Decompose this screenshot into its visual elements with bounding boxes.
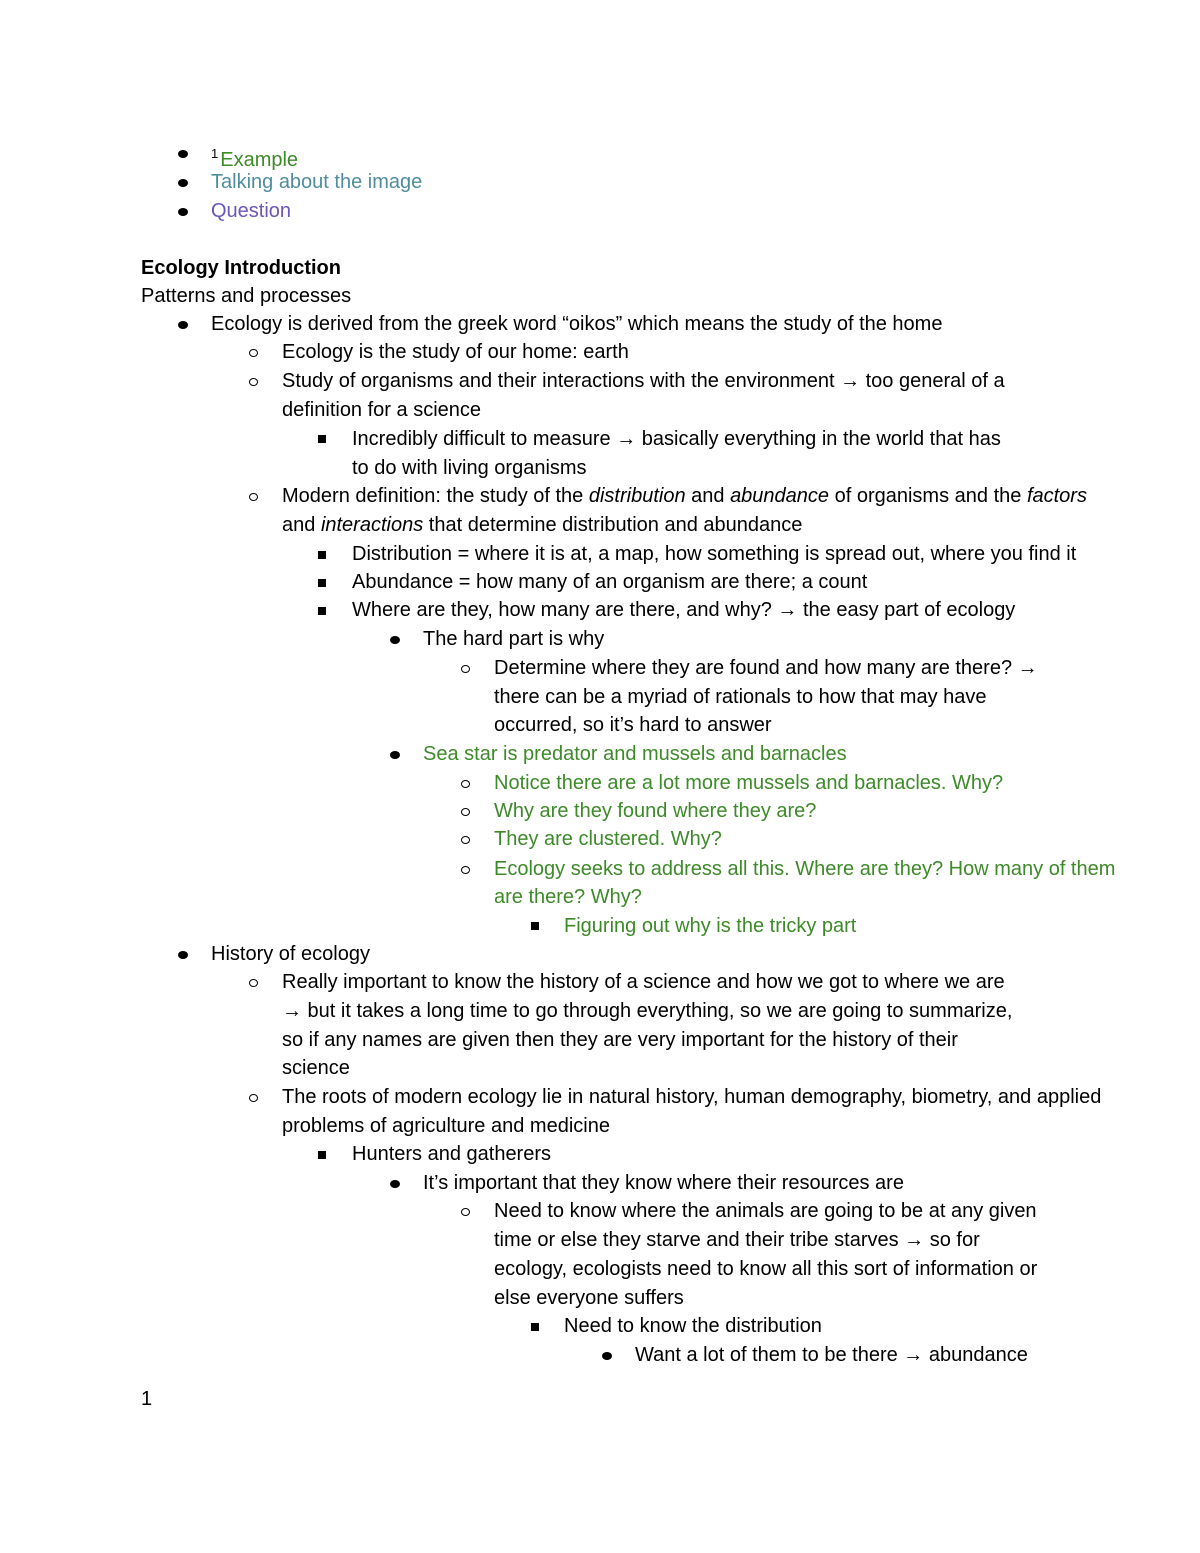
- note-line: Really important to know the history of a science and how we got to where we are: [282, 971, 1005, 993]
- bullet-disc: [602, 1352, 612, 1360]
- bullet-square: [318, 607, 326, 615]
- note-line: science: [282, 1057, 350, 1079]
- bullet-square: [531, 1323, 539, 1331]
- bullet-square: [318, 435, 326, 443]
- bullet-disc: [178, 321, 188, 329]
- note-line: It’s important that they know where their resources are: [423, 1172, 904, 1194]
- example-line: are there? Why?: [494, 886, 642, 908]
- bullet-disc: [390, 1180, 400, 1188]
- bullet-disc: [178, 179, 188, 187]
- note-line-definition: [282, 482, 1087, 511]
- note-line: Hunters and gatherers: [352, 1143, 552, 1165]
- note-line: The hard part is why: [423, 628, 605, 650]
- note-line: to do with living organisms: [352, 457, 587, 479]
- note-line: Ecology is the study of our home: earth: [282, 341, 629, 363]
- note-line: Need to know the distribution: [564, 1315, 822, 1337]
- bullet-circle: [461, 1208, 470, 1216]
- legend-question: Question: [211, 200, 292, 222]
- bullet-circle: [461, 665, 470, 673]
- example-line: They are clustered. Why?: [494, 828, 722, 850]
- note-line: there can be a myriad of rationals to how that may have: [494, 686, 987, 708]
- bullet-square: [318, 579, 326, 587]
- bullet-disc: [390, 751, 400, 759]
- bullet-disc: [390, 636, 400, 644]
- note-line: occurred, so it’s hard to answer: [494, 714, 772, 736]
- note-line: so if any names are given then they are very important for the history of their: [282, 1029, 958, 1051]
- section-subheading: Patterns and processes: [141, 285, 352, 307]
- note-line: History of ecology: [211, 943, 370, 965]
- legend-example: [211, 139, 299, 171]
- legend-image: Talking about the image: [211, 171, 423, 193]
- bullet-disc: [178, 951, 188, 959]
- page-number: 1: [141, 1388, 153, 1410]
- example-line: Why are they found where they are?: [494, 800, 817, 822]
- note-line: The roots of modern ecology lie in natural history, human demography, biometry, and applied: [282, 1086, 1102, 1108]
- bullet-circle: [249, 493, 258, 501]
- note-line: Distribution = where it is at, a map, how something is spread out, where you find it: [352, 543, 1077, 565]
- note-line: Abundance = how many of an organism are there; a count: [352, 571, 868, 593]
- example-line: Sea star is predator and mussels and barnacles: [423, 743, 847, 765]
- section-heading: Ecology Introduction: [141, 257, 341, 279]
- note-line: problems of agriculture and medicine: [282, 1115, 610, 1137]
- bullet-circle: [249, 979, 258, 987]
- bullet-circle: [461, 866, 470, 874]
- bullet-circle: [249, 349, 258, 357]
- note-line: Study of organisms and their interactions with the environment → too general of a: [282, 370, 1005, 392]
- bullet-square: [318, 551, 326, 559]
- term-factors: factors: [1026, 485, 1087, 507]
- legend-example-label: Example: [220, 149, 299, 171]
- bullet-square: [531, 922, 539, 930]
- term-abundance: abundance: [730, 485, 830, 507]
- note-line: Where are they, how many are there, and why? → the easy part of ecology: [352, 599, 1016, 621]
- note-line: else everyone suffers: [494, 1287, 684, 1309]
- text: Modern definition: the study of the: [282, 485, 589, 507]
- note-line: ecology, ecologists need to know all this sort of information or: [494, 1258, 1038, 1280]
- bullet-circle: [249, 1094, 258, 1102]
- note-line: → but it takes a long time to go through everything, so we are going to summarize,: [282, 1000, 1013, 1022]
- note-line: definition for a science: [282, 399, 482, 421]
- bullet-circle: [461, 808, 470, 816]
- note-line: Determine where they are found and how many are there? →: [494, 657, 1038, 679]
- note-line: Need to know where the animals are going to be at any given: [494, 1200, 1037, 1222]
- bullet-circle: [461, 836, 470, 844]
- note-line: [282, 511, 802, 540]
- text: and: [282, 514, 321, 536]
- bullet-square: [318, 1151, 326, 1159]
- bullet-disc: [178, 150, 188, 158]
- footnote-ref: 1: [211, 146, 219, 161]
- example-line: Ecology seeks to address all this. Where are they? How many of them: [494, 858, 1116, 880]
- bullet-circle: [249, 378, 258, 386]
- text: of organisms and the: [829, 485, 1027, 507]
- note-line: Ecology is derived from the greek word “oikos” which means the study of the home: [211, 313, 943, 335]
- term-interactions: interactions: [320, 514, 424, 536]
- note-line: Incredibly difficult to measure → basically everything in the world that has: [352, 428, 1001, 450]
- note-line: time or else they starve and their tribe starves → so for: [494, 1229, 980, 1251]
- note-line: Want a lot of them to be there → abundance: [635, 1344, 1028, 1366]
- bullet-circle: [461, 780, 470, 788]
- text: and: [685, 485, 731, 507]
- example-line: Notice there are a lot more mussels and barnacles. Why?: [494, 772, 1004, 794]
- text: that determine distribution and abundance: [423, 514, 803, 536]
- bullet-disc: [178, 208, 188, 216]
- term-distribution: distribution: [588, 485, 686, 507]
- example-line: Figuring out why is the tricky part: [564, 915, 857, 937]
